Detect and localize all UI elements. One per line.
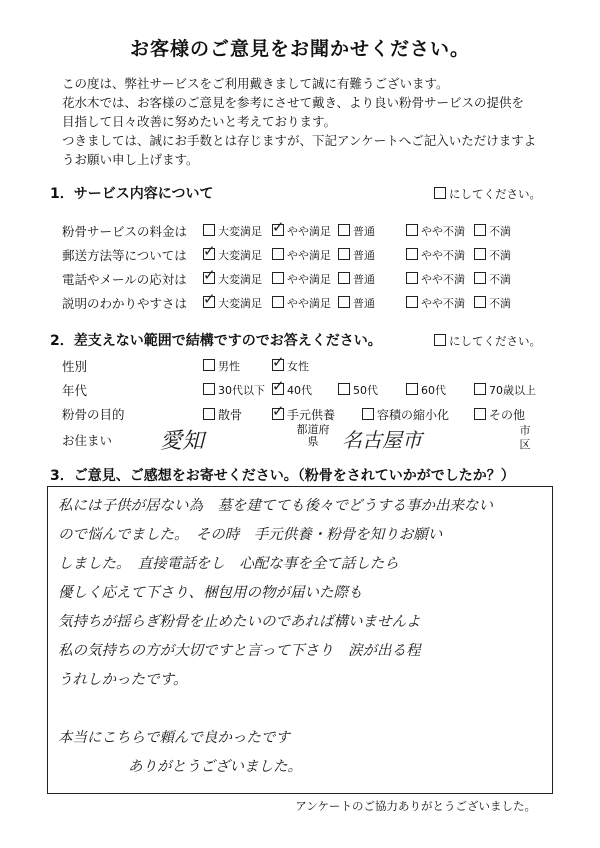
rating-option-label: 普通: [353, 225, 375, 238]
rating-option[interactable]: [406, 271, 465, 287]
rating-option[interactable]: [272, 295, 331, 311]
rating-option-label: 普通: [353, 273, 375, 286]
city-handwritten: 名古屋市: [342, 428, 422, 452]
section1-heading: 1．サービス内容について: [50, 186, 214, 202]
age-option-label: 30代以下: [218, 384, 265, 397]
prefecture-handwritten: 愛知: [160, 429, 205, 454]
address-label: お住まい: [62, 433, 113, 448]
checkbox-icon[interactable]: [203, 359, 215, 371]
purpose-label: 粉骨の目的: [62, 407, 125, 422]
rating-option[interactable]: [474, 223, 511, 239]
checkbox-icon[interactable]: [338, 383, 350, 395]
rating-option[interactable]: [203, 223, 262, 239]
checkbox-sample-icon: [434, 334, 446, 346]
age-option[interactable]: [474, 382, 536, 398]
rating-option[interactable]: [203, 247, 262, 263]
prefecture-suffix: 都道府県: [296, 423, 330, 448]
checkbox-icon[interactable]: [474, 296, 486, 308]
gender-label: 性別: [62, 359, 88, 374]
rating-option-label: やや不満: [421, 297, 465, 310]
rating-option[interactable]: [203, 295, 262, 311]
checkbox-checked-icon[interactable]: [203, 272, 215, 284]
checkbox-icon[interactable]: [474, 272, 486, 284]
comment-line: 気持ちが揺らぎ粉骨を止めたいのであれば構いませんよ: [58, 614, 421, 630]
purpose-option-label: その他: [489, 408, 526, 422]
intro-line: 目指して日々改善に努めたいと考えております。: [62, 114, 337, 129]
comment-line: うれしかったです。: [58, 672, 188, 688]
rating-option-label: やや不満: [421, 225, 465, 238]
checkbox-icon[interactable]: [272, 272, 284, 284]
rating-option-label: 不満: [489, 297, 511, 310]
checkbox-icon[interactable]: [474, 224, 486, 236]
section1-note: にしてください。: [434, 186, 541, 202]
age-option[interactable]: [272, 382, 312, 398]
checkbox-icon[interactable]: [272, 296, 284, 308]
checkbox-icon[interactable]: [406, 248, 418, 260]
comment-line: 私の気持ちの方が大切ですと言って下さり 涙が出る程: [58, 643, 421, 659]
checkbox-checked-icon[interactable]: [272, 359, 284, 371]
rating-option[interactable]: [338, 271, 375, 287]
rating-option[interactable]: [272, 247, 331, 263]
comment-line: [58, 697, 493, 726]
checkbox-icon[interactable]: [338, 248, 350, 260]
section3-heading: 3．ご意見、ご感想をお寄せください。（粉骨をされていかがでしたか？）: [50, 468, 515, 484]
purpose-option[interactable]: [474, 406, 525, 423]
rating-option-label: 不満: [489, 273, 511, 286]
purpose-option[interactable]: [272, 406, 335, 423]
purpose-option-label: 散骨: [218, 408, 243, 422]
comment-line: 本当にこちらで頼んで良かったです: [58, 730, 290, 746]
checkbox-icon[interactable]: [406, 272, 418, 284]
section2-note: にしてください。: [434, 333, 541, 349]
gender-option[interactable]: [203, 358, 240, 374]
comment-line: 私には子供が居ない為 墓を建てても後々でどうする事か出来ない: [58, 498, 493, 514]
gender-option-label: 女性: [287, 360, 309, 373]
checkbox-checked-icon[interactable]: [203, 248, 215, 260]
age-option-label: 60代: [421, 384, 446, 397]
comment-text: [58, 494, 493, 784]
rating-row-label: 郵送方法等については: [62, 248, 187, 263]
rating-row-label: 電話やメールの応対は: [62, 272, 187, 287]
rating-option-label: やや不満: [421, 273, 465, 286]
checkbox-icon[interactable]: [474, 383, 486, 395]
rating-row-label: 粉骨サービスの料金は: [62, 224, 188, 239]
gender-option-label: 男性: [218, 360, 240, 373]
checkbox-checked-icon[interactable]: [272, 408, 284, 420]
checkbox-checked-icon[interactable]: [272, 383, 284, 395]
rating-option[interactable]: [272, 271, 331, 287]
intro-line: うお願い申し上げます。: [62, 152, 199, 167]
checkbox-icon[interactable]: [474, 408, 486, 420]
comment-line: ありがとうございました。: [128, 759, 302, 775]
page-title: お客様のご意見をお聞かせください。: [129, 38, 470, 60]
rating-option-label: やや満足: [287, 249, 331, 262]
intro-line: この度は、弊社サービスをご利用戴きまして誠に有難うございます。: [62, 76, 449, 91]
age-option-label: 50代: [353, 384, 378, 397]
age-option[interactable]: [338, 382, 378, 398]
checkbox-icon[interactable]: [406, 296, 418, 308]
rating-option[interactable]: [474, 247, 511, 263]
comment-line: ので悩んでました。 その時 手元供養・粉骨を知りお願い: [58, 527, 443, 543]
comment-line: しました。 直接電話をし 心配な事を全て話したら: [58, 556, 399, 572]
checkbox-icon[interactable]: [338, 224, 350, 236]
intro-text: [62, 74, 562, 169]
intro-line: 花水木では、お客様のご意見を参考にさせて戴き、より良い粉骨サービスの提供を: [62, 95, 525, 110]
checkbox-icon[interactable]: [406, 224, 418, 236]
rating-option-label: やや満足: [287, 297, 331, 310]
checkbox-icon[interactable]: [272, 248, 284, 260]
checkbox-icon[interactable]: [203, 224, 215, 236]
city-suffix: 市区: [519, 424, 531, 451]
purpose-option[interactable]: [203, 406, 242, 423]
age-label: 年代: [62, 383, 88, 398]
checkbox-icon[interactable]: [474, 248, 486, 260]
checkbox-sample-icon: [434, 187, 446, 199]
rating-option[interactable]: [474, 271, 511, 287]
rating-option-label: 大変満足: [218, 249, 262, 262]
rating-option-label: やや不満: [421, 249, 465, 262]
rating-option-label: やや満足: [287, 273, 331, 286]
checkbox-icon[interactable]: [203, 383, 215, 395]
section2-heading: 2．差支えない範囲で結構ですのでお答えください。: [50, 333, 382, 349]
rating-option-label: 普通: [353, 297, 375, 310]
rating-option[interactable]: [474, 295, 511, 311]
rating-option[interactable]: [338, 223, 375, 239]
checkbox-icon[interactable]: [338, 272, 350, 284]
age-option[interactable]: [406, 382, 446, 398]
rating-option-label: 大変満足: [218, 225, 262, 238]
checkbox-icon[interactable]: [338, 296, 350, 308]
age-option-label: 70歳以上: [489, 384, 536, 397]
checkbox-checked-icon[interactable]: [272, 224, 284, 236]
rating-option[interactable]: [406, 247, 465, 263]
rating-option-label: やや満足: [287, 225, 331, 238]
checkbox-icon[interactable]: [362, 408, 374, 420]
rating-option[interactable]: [338, 295, 375, 311]
age-option[interactable]: [203, 382, 265, 398]
checkbox-icon[interactable]: [203, 408, 215, 420]
purpose-option-label: 手元供養: [287, 408, 336, 422]
age-option-label: 40代: [287, 384, 312, 397]
rating-option-label: 不満: [489, 225, 511, 238]
rating-option[interactable]: [406, 223, 465, 239]
comment-line: 優しく応えて下さり、梱包用の物が届いた際も: [58, 585, 363, 601]
footer-thanks: アンケートのご協力ありがとうございました。: [295, 799, 536, 813]
rating-option-label: 不満: [489, 249, 511, 262]
rating-option-label: 大変満足: [218, 273, 262, 286]
rating-row-label: 説明のわかりやすさは: [62, 296, 188, 311]
checkbox-icon[interactable]: [406, 383, 418, 395]
purpose-option-label: 容積の縮小化: [377, 408, 450, 422]
purpose-option[interactable]: [362, 406, 449, 423]
checkbox-checked-icon[interactable]: [203, 296, 215, 308]
rating-option[interactable]: [272, 223, 331, 239]
rating-option-label: 普通: [353, 249, 375, 262]
rating-option[interactable]: [338, 247, 375, 263]
gender-option[interactable]: [272, 358, 309, 374]
rating-option[interactable]: [406, 295, 465, 311]
intro-line: つきましては、誠にお手数とは存じますが、下記アンケートへご記入いただけますよ: [62, 133, 537, 148]
rating-option[interactable]: [203, 271, 262, 287]
rating-option-label: 大変満足: [218, 297, 262, 310]
